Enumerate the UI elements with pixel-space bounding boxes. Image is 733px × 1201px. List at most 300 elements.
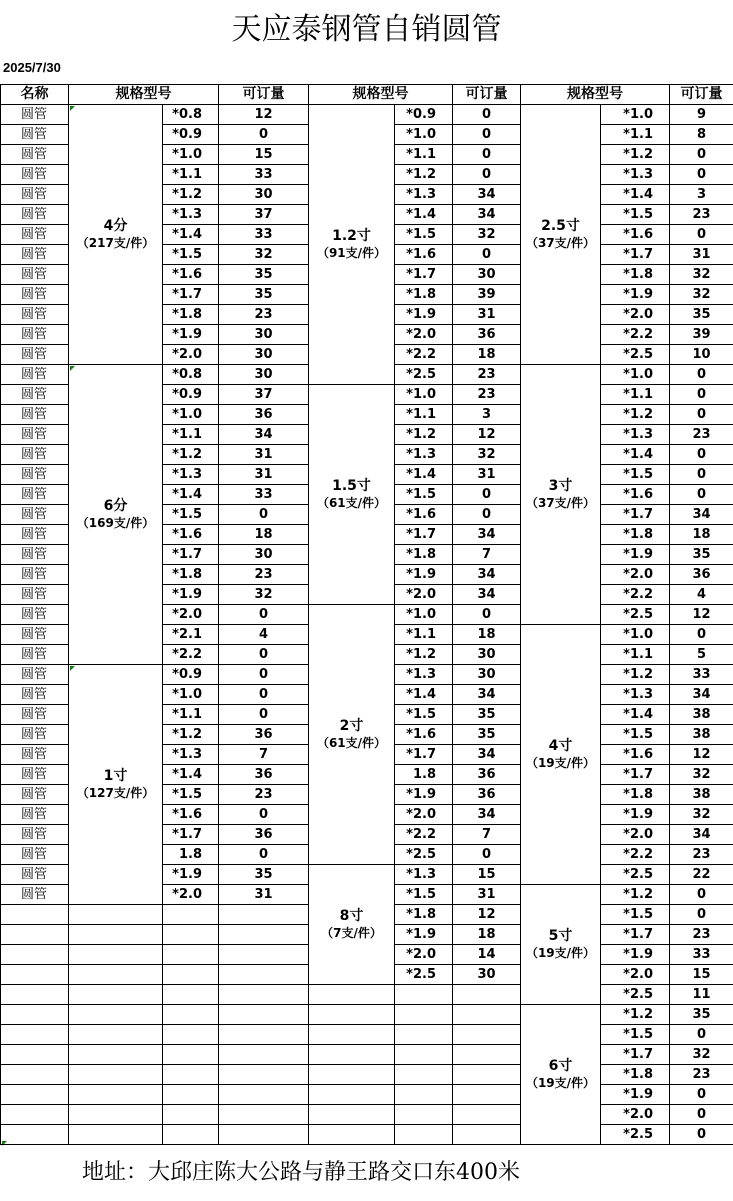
spec-cell: *1.5	[163, 505, 219, 525]
quantity-cell: 30	[219, 345, 309, 365]
quantity-cell: 36	[219, 765, 309, 785]
quantity-cell: 38	[670, 785, 733, 805]
spec-cell: *2.2	[601, 325, 670, 345]
spec-cell: *0.8	[163, 365, 219, 385]
spec-cell: *1.8	[601, 1065, 670, 1085]
size-group-name: 4寸	[548, 738, 573, 754]
spec-cell: *0.9	[395, 105, 453, 125]
spec-cell: *2.0	[395, 805, 453, 825]
empty-cell	[453, 1105, 521, 1125]
spec-cell: *1.7	[395, 745, 453, 765]
empty-cell	[1, 965, 69, 985]
empty-cell	[219, 925, 309, 945]
empty-cell	[219, 905, 309, 925]
quantity-cell: 34	[453, 565, 521, 585]
quantity-cell: 0	[670, 1085, 733, 1105]
spec-cell: *2.5	[601, 1125, 670, 1145]
spec-cell: *0.8	[163, 105, 219, 125]
quantity-cell: 34	[670, 685, 733, 705]
empty-cell	[219, 945, 309, 965]
spec-cell: *2.0	[163, 345, 219, 365]
size-group-cell	[69, 665, 163, 905]
row-name-cell: 圆管	[1, 285, 69, 305]
quantity-cell: 35	[453, 705, 521, 725]
spec-cell: *1.9	[395, 925, 453, 945]
empty-cell	[453, 985, 521, 1005]
quantity-cell: 23	[670, 1065, 733, 1085]
spec-cell: *1.3	[601, 165, 670, 185]
row-name-cell: 圆管	[1, 365, 69, 385]
empty-cell	[69, 1025, 163, 1045]
quantity-cell: 3	[670, 185, 733, 205]
empty-cell	[69, 1105, 163, 1125]
quantity-cell: 12	[453, 905, 521, 925]
empty-cell	[69, 945, 163, 965]
empty-cell	[69, 985, 163, 1005]
empty-cell	[163, 1085, 219, 1105]
spec-cell: *1.7	[601, 245, 670, 265]
header-spec: 规格型号	[69, 85, 219, 105]
quantity-cell: 10	[670, 345, 733, 365]
spec-cell: *1.8	[395, 905, 453, 925]
row-name-cell: 圆管	[1, 665, 69, 685]
spec-cell: *1.1	[601, 125, 670, 145]
empty-cell	[163, 1025, 219, 1045]
empty-cell	[69, 1085, 163, 1105]
row-name-cell: 圆管	[1, 805, 69, 825]
quantity-cell: 34	[453, 525, 521, 545]
spec-cell: *1.6	[601, 485, 670, 505]
row-name-cell: 圆管	[1, 545, 69, 565]
quantity-cell: 23	[670, 845, 733, 865]
quantity-cell: 18	[453, 625, 521, 645]
spec-cell: *1.4	[163, 765, 219, 785]
empty-cell	[163, 1005, 219, 1025]
quantity-cell: 0	[453, 845, 521, 865]
spec-cell: *1.0	[601, 365, 670, 385]
pack-quantity: （169支/件）	[76, 516, 155, 530]
empty-cell	[69, 905, 163, 925]
spec-cell: *1.1	[395, 405, 453, 425]
row-name-cell: 圆管	[1, 205, 69, 225]
spec-cell: *1.1	[601, 645, 670, 665]
spec-cell: *1.1	[601, 385, 670, 405]
quantity-cell: 7	[219, 745, 309, 765]
quantity-cell: 22	[670, 865, 733, 885]
empty-cell	[69, 1045, 163, 1065]
spec-cell: *1.7	[163, 545, 219, 565]
row-name-cell: 圆管	[1, 425, 69, 445]
size-group-name: 1.2寸	[332, 228, 371, 244]
row-name-cell: 圆管	[1, 625, 69, 645]
size-group-name: 1寸	[103, 768, 128, 784]
spec-cell: *1.4	[163, 225, 219, 245]
quantity-cell: 4	[219, 625, 309, 645]
quantity-cell: 38	[670, 725, 733, 745]
spec-cell: *2.5	[601, 605, 670, 625]
quantity-cell: 34	[219, 425, 309, 445]
spec-cell: *1.6	[163, 805, 219, 825]
spec-cell: *1.5	[601, 725, 670, 745]
spec-cell: *1.8	[601, 525, 670, 545]
empty-cell	[395, 1045, 453, 1065]
empty-cell	[453, 1045, 521, 1065]
empty-cell	[1, 985, 69, 1005]
quantity-cell: 0	[670, 1125, 733, 1145]
quantity-cell: 0	[670, 1025, 733, 1045]
pack-quantity: （61支/件）	[316, 496, 387, 510]
spec-cell: *2.5	[395, 365, 453, 385]
quantity-cell: 23	[219, 565, 309, 585]
spec-cell: *1.9	[601, 805, 670, 825]
pack-quantity: （19支/件）	[525, 756, 596, 770]
spec-cell: *2.2	[163, 645, 219, 665]
quantity-cell: 23	[670, 425, 733, 445]
spec-cell: *1.3	[601, 425, 670, 445]
row-name-cell: 圆管	[1, 605, 69, 625]
spec-cell: *2.2	[601, 845, 670, 865]
quantity-cell: 33	[219, 165, 309, 185]
quantity-cell: 36	[453, 765, 521, 785]
pack-quantity: （91支/件）	[316, 246, 387, 260]
quantity-cell: 36	[453, 325, 521, 345]
empty-cell	[163, 1065, 219, 1085]
spec-cell: *1.2	[601, 145, 670, 165]
empty-cell	[453, 1125, 521, 1145]
pack-quantity: （37支/件）	[525, 496, 596, 510]
spec-cell: *1.4	[163, 485, 219, 505]
quantity-cell: 0	[453, 165, 521, 185]
empty-cell	[219, 1005, 309, 1025]
spec-cell: *2.0	[163, 605, 219, 625]
quantity-cell: 0	[670, 145, 733, 165]
spec-cell: *1.6	[163, 525, 219, 545]
spec-cell: *0.9	[163, 385, 219, 405]
size-group-cell	[309, 605, 395, 865]
empty-cell	[453, 1025, 521, 1045]
size-group-cell	[521, 105, 601, 365]
size-group-name: 5寸	[548, 928, 573, 944]
address-line: 地址：大邱庄陈大公路与静王路交口东400米	[0, 1144, 733, 1200]
quantity-cell: 0	[219, 805, 309, 825]
quantity-cell: 0	[670, 885, 733, 905]
stock-table	[0, 84, 733, 1144]
row-name-cell: 圆管	[1, 745, 69, 765]
size-group-cell	[309, 865, 395, 985]
spec-cell: *1.1	[395, 625, 453, 645]
spec-cell: *1.3	[395, 865, 453, 885]
quantity-cell: 0	[453, 105, 521, 125]
quantity-cell: 31	[453, 305, 521, 325]
spec-cell: 1.8	[163, 845, 219, 865]
spec-cell: *1.5	[601, 1025, 670, 1045]
quantity-cell: 36	[453, 785, 521, 805]
empty-cell	[69, 1005, 163, 1025]
pack-quantity: （217支/件）	[76, 236, 155, 250]
quantity-cell: 35	[670, 1005, 733, 1025]
quantity-cell: 0	[670, 225, 733, 245]
quantity-cell: 32	[670, 265, 733, 285]
report-date: 2025/7/30	[3, 60, 61, 75]
empty-cell	[163, 1045, 219, 1065]
size-group-cell	[69, 105, 163, 365]
row-name-cell: 圆管	[1, 585, 69, 605]
quantity-cell: 32	[453, 225, 521, 245]
spec-cell: *1.0	[163, 145, 219, 165]
row-name-cell: 圆管	[1, 505, 69, 525]
cell-comment-marker	[70, 666, 75, 671]
spec-cell: *1.7	[163, 825, 219, 845]
quantity-cell: 36	[670, 565, 733, 585]
quantity-cell: 35	[219, 265, 309, 285]
spec-cell: *1.4	[601, 705, 670, 725]
spec-cell: *1.4	[601, 445, 670, 465]
row-name-cell: 圆管	[1, 445, 69, 465]
row-name-cell: 圆管	[1, 565, 69, 585]
spec-cell: *1.6	[395, 245, 453, 265]
spec-cell: *1.7	[395, 265, 453, 285]
spec-cell: *1.7	[395, 525, 453, 545]
empty-cell	[1, 1005, 69, 1025]
quantity-cell: 0	[670, 465, 733, 485]
size-group-name: 6分	[103, 498, 128, 514]
quantity-cell: 33	[670, 945, 733, 965]
empty-cell	[163, 945, 219, 965]
quantity-cell: 15	[670, 965, 733, 985]
quantity-cell: 39	[670, 325, 733, 345]
quantity-cell: 0	[670, 405, 733, 425]
quantity-cell: 36	[219, 725, 309, 745]
empty-cell	[69, 925, 163, 945]
size-group-name: 1.5寸	[332, 478, 371, 494]
quantity-cell: 0	[670, 165, 733, 185]
pack-quantity: （7支/件）	[321, 926, 382, 940]
row-name-cell: 圆管	[1, 325, 69, 345]
quantity-cell: 32	[219, 585, 309, 605]
spec-cell: *1.0	[163, 405, 219, 425]
row-name-cell: 圆管	[1, 345, 69, 365]
quantity-cell: 30	[219, 545, 309, 565]
quantity-cell: 0	[670, 445, 733, 465]
quantity-cell: 32	[219, 245, 309, 265]
quantity-cell: 0	[670, 385, 733, 405]
empty-cell	[1, 1125, 69, 1145]
spec-cell: *2.0	[601, 1105, 670, 1125]
quantity-cell: 31	[219, 465, 309, 485]
empty-cell	[1, 905, 69, 925]
quantity-cell: 38	[670, 705, 733, 725]
spec-cell: *0.9	[163, 665, 219, 685]
size-group-cell	[521, 365, 601, 625]
row-name-cell: 圆管	[1, 645, 69, 665]
spec-cell: *1.7	[163, 285, 219, 305]
empty-cell	[219, 1085, 309, 1105]
quantity-cell: 7	[453, 545, 521, 565]
spec-cell: *1.0	[601, 105, 670, 125]
spec-cell: *1.5	[163, 785, 219, 805]
spec-cell: *1.3	[163, 205, 219, 225]
empty-cell	[163, 1125, 219, 1145]
empty-cell	[163, 1105, 219, 1125]
spec-cell: *1.2	[601, 1005, 670, 1025]
quantity-cell: 34	[453, 185, 521, 205]
empty-cell	[1, 1025, 69, 1045]
spec-cell: *1.0	[395, 385, 453, 405]
empty-cell	[219, 1025, 309, 1045]
pack-quantity: （127支/件）	[76, 786, 155, 800]
spec-cell: *1.1	[163, 165, 219, 185]
quantity-cell: 12	[670, 605, 733, 625]
quantity-cell: 0	[670, 625, 733, 645]
quantity-cell: 0	[453, 505, 521, 525]
quantity-cell: 30	[219, 185, 309, 205]
cell-comment-marker	[70, 366, 75, 371]
row-name-cell: 圆管	[1, 385, 69, 405]
spec-cell: *1.6	[395, 725, 453, 745]
empty-cell	[1, 925, 69, 945]
spec-cell: *2.1	[163, 625, 219, 645]
empty-cell	[219, 1125, 309, 1145]
spec-cell: *1.2	[163, 725, 219, 745]
quantity-cell: 31	[219, 885, 309, 905]
empty-cell	[163, 965, 219, 985]
quantity-cell: 0	[219, 845, 309, 865]
empty-cell	[395, 1085, 453, 1105]
quantity-cell: 0	[219, 605, 309, 625]
quantity-cell: 35	[219, 865, 309, 885]
spec-cell: *1.9	[601, 945, 670, 965]
quantity-cell: 18	[453, 925, 521, 945]
row-name-cell: 圆管	[1, 165, 69, 185]
quantity-cell: 30	[453, 265, 521, 285]
empty-cell	[395, 1125, 453, 1145]
quantity-cell: 0	[219, 705, 309, 725]
spec-cell: *1.0	[395, 605, 453, 625]
spec-cell: *1.2	[601, 885, 670, 905]
quantity-cell: 34	[453, 745, 521, 765]
spec-cell: *2.2	[601, 585, 670, 605]
row-name-cell: 圆管	[1, 305, 69, 325]
spec-cell: *1.9	[395, 785, 453, 805]
spec-cell: *1.5	[601, 905, 670, 925]
row-name-cell: 圆管	[1, 245, 69, 265]
spec-cell: *2.0	[163, 885, 219, 905]
quantity-cell: 23	[219, 305, 309, 325]
quantity-cell: 0	[219, 645, 309, 665]
empty-cell	[163, 985, 219, 1005]
spec-cell: *2.2	[395, 345, 453, 365]
spec-cell: *1.9	[601, 285, 670, 305]
quantity-cell: 0	[453, 605, 521, 625]
empty-cell	[453, 1065, 521, 1085]
quantity-cell: 0	[670, 1105, 733, 1125]
size-group-name: 8寸	[339, 908, 364, 924]
spec-cell: *1.9	[601, 545, 670, 565]
row-name-cell: 圆管	[1, 825, 69, 845]
empty-cell	[395, 1065, 453, 1085]
empty-cell	[69, 1125, 163, 1145]
quantity-cell: 0	[453, 125, 521, 145]
spec-cell: *1.7	[601, 765, 670, 785]
empty-cell	[395, 985, 453, 1005]
quantity-cell: 33	[219, 485, 309, 505]
spec-cell: *2.0	[601, 305, 670, 325]
spec-cell: *1.3	[395, 665, 453, 685]
spec-cell: *1.5	[395, 885, 453, 905]
spec-cell: *2.5	[601, 985, 670, 1005]
header-qty: 可订量	[219, 85, 309, 105]
spec-cell: *1.5	[395, 485, 453, 505]
spec-cell: *2.5	[601, 345, 670, 365]
quantity-cell: 12	[453, 425, 521, 445]
row-name-cell: 圆管	[1, 145, 69, 165]
quantity-cell: 18	[453, 345, 521, 365]
spec-cell: *2.5	[395, 965, 453, 985]
empty-cell	[309, 1025, 395, 1045]
quantity-cell: 0	[670, 905, 733, 925]
quantity-cell: 30	[219, 325, 309, 345]
quantity-cell: 0	[670, 365, 733, 385]
empty-cell	[1, 1045, 69, 1065]
spec-cell: *1.0	[601, 625, 670, 645]
spec-cell: *2.5	[395, 845, 453, 865]
empty-cell	[219, 965, 309, 985]
size-group-cell	[69, 365, 163, 665]
quantity-cell: 0	[453, 245, 521, 265]
spec-cell: *1.3	[163, 745, 219, 765]
pack-quantity: （61支/件）	[316, 736, 387, 750]
spec-cell: *2.0	[395, 325, 453, 345]
size-group-name: 6寸	[548, 1058, 573, 1074]
quantity-cell: 0	[219, 685, 309, 705]
spec-cell: *1.9	[395, 305, 453, 325]
quantity-cell: 30	[219, 365, 309, 385]
size-group-cell	[309, 105, 395, 385]
empty-cell	[309, 1085, 395, 1105]
quantity-cell: 39	[453, 285, 521, 305]
empty-cell	[1, 945, 69, 965]
page-title: 天应泰钢管自销圆管	[231, 12, 502, 47]
spec-cell: *1.1	[163, 705, 219, 725]
spec-cell: *1.3	[601, 685, 670, 705]
spec-cell: *2.0	[601, 965, 670, 985]
spec-cell: *2.5	[601, 865, 670, 885]
spec-cell: *0.9	[163, 125, 219, 145]
empty-cell	[219, 1045, 309, 1065]
spec-cell: *1.7	[601, 1045, 670, 1065]
quantity-cell: 23	[670, 925, 733, 945]
header-spec: 规格型号	[309, 85, 453, 105]
quantity-cell: 5	[670, 645, 733, 665]
spec-cell: *1.2	[163, 185, 219, 205]
quantity-cell: 14	[453, 945, 521, 965]
spec-cell: *1.2	[395, 165, 453, 185]
spec-cell: *2.2	[395, 825, 453, 845]
spec-cell: *1.6	[163, 265, 219, 285]
spec-cell: 1.8	[395, 765, 453, 785]
quantity-cell: 0	[219, 505, 309, 525]
spec-cell: *1.9	[163, 865, 219, 885]
size-group-name: 2.5寸	[541, 218, 580, 234]
quantity-cell: 9	[670, 105, 733, 125]
size-group-name: 3寸	[548, 478, 573, 494]
spec-cell: *1.8	[163, 305, 219, 325]
empty-cell	[163, 905, 219, 925]
spec-cell: *1.8	[601, 265, 670, 285]
quantity-cell: 23	[453, 385, 521, 405]
quantity-cell: 33	[670, 665, 733, 685]
quantity-cell: 0	[219, 665, 309, 685]
